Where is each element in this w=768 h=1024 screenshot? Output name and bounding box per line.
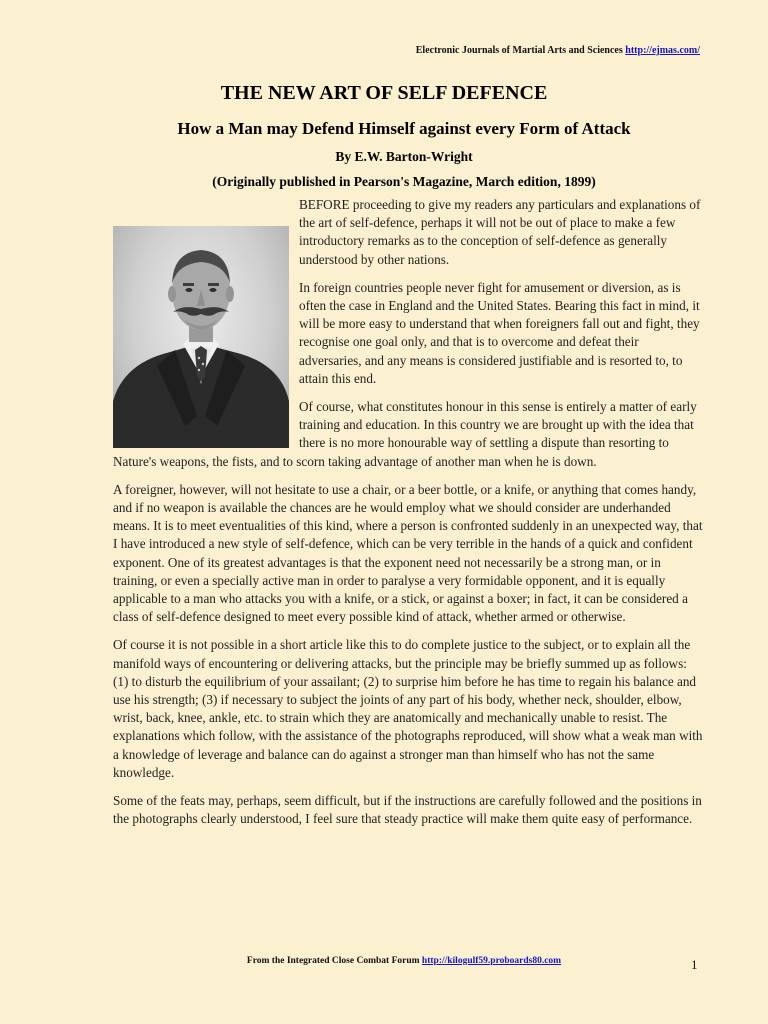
publication-note: (Originally published in Pearson's Magazine, March edition, 1899) [212,174,596,189]
paragraph-4: A foreigner, however, will not hesitate to use a chair, or a beer bottle, or a knife, or anything that comes handy, and if no weapon is available the chances are he would employ what we should consider are underhanded means. It is to meet eventualities of this kind, where a person is confronted suddenly in an unexpected way, that I have introduced a new style of self-defence, which can be very terrible in the hands of a quick and confident exponent. One of its greatest advantages is that the exponent need not necessarily be a strong man, or in training, or even a specially active man in order to paralyse a very formidable opponent, and it is equally applicable to a man who attacks you with a knife, or a stick, or against a boxer; in fact, it can be considered a class of self-defence designed to meet every possible kind of attack, whether armed or otherwise. [113,481,703,625]
paragraph-3: Of course, what constitutes honour in this sense is entirely a matter of early training and education. In this country we are brought up with the idea that there is no more honourable way of settling a dispute than resorting to Nature's weapons, the fists, and to scorn taking advantage of another man when he is down. [113,399,697,469]
journal-link[interactable]: http://ejmas.com/ [625,45,700,56]
paragraph-6: Some of the feats may, perhaps, seem difficult, but if the instructions are carefully followed and the positions in the photographs clearly understood, I feel sure that steady practice will make them quite easy of performance. [113,793,702,827]
journal-name: Electronic Journals of Martial Arts and Sciences [415,45,623,56]
article-subtitle: How a Man may Defend Himself against every Form of Attack [177,119,631,138]
paragraph-1: BEFORE proceeding to give my readers any particulars and explanations of the art of self-defence, perhaps it will not be out of place to make a few introductory remarks as to the conception of self-defence as generally understood by other nations. [299,197,701,267]
paragraph-2: In foreign countries people never fight for amusement or diversion, as is often the case in England and the United States. Bearing this fact in mind, it will be more easy to understand that when foreigners fall out and fight, they recognise one goal only, and that is to overcome and defeat their adversaries, and any means is considered justifiable and is resorted to, to attain this end. [299,279,700,386]
article-byline: By E.W. Barton-Wright [335,149,473,164]
article-body [113,196,703,839]
forum-footer [0,956,768,966]
author-portrait [113,226,289,448]
forum-link[interactable]: http://kilogulf59.proboards80.com [421,956,562,966]
article-title: THE NEW ART OF SELF DEFENCE [220,82,548,104]
paragraph-5: Of course it is not possible in a short article like this to do complete justice to the subject, or to explain all the manifold ways of encountering or delivering attacks, but the principle may be briefly summed up as follows: (1) to disturb the equilibrium of your assailant; (2) to surprise him before he has time to regain his balance and use his strength; (3) if necessary to subject the joints of any part of his body, whether neck, shoulder, elbow, wrist, back, knee, ankle, etc. to strain which they are anatomically and mechanically unable to resist. The explanations which follow, with the assistance of the photographs reproduced, will show what a weak man with a knowledge of leverage and balance can do against a stronger man than himself who has not the same knowledge. [113,637,703,780]
journal-header [416,45,700,56]
portrait-illustration [113,226,289,448]
forum-name: From the Integrated Close Combat Forum [246,956,420,966]
page-number: 1 [691,957,698,972]
